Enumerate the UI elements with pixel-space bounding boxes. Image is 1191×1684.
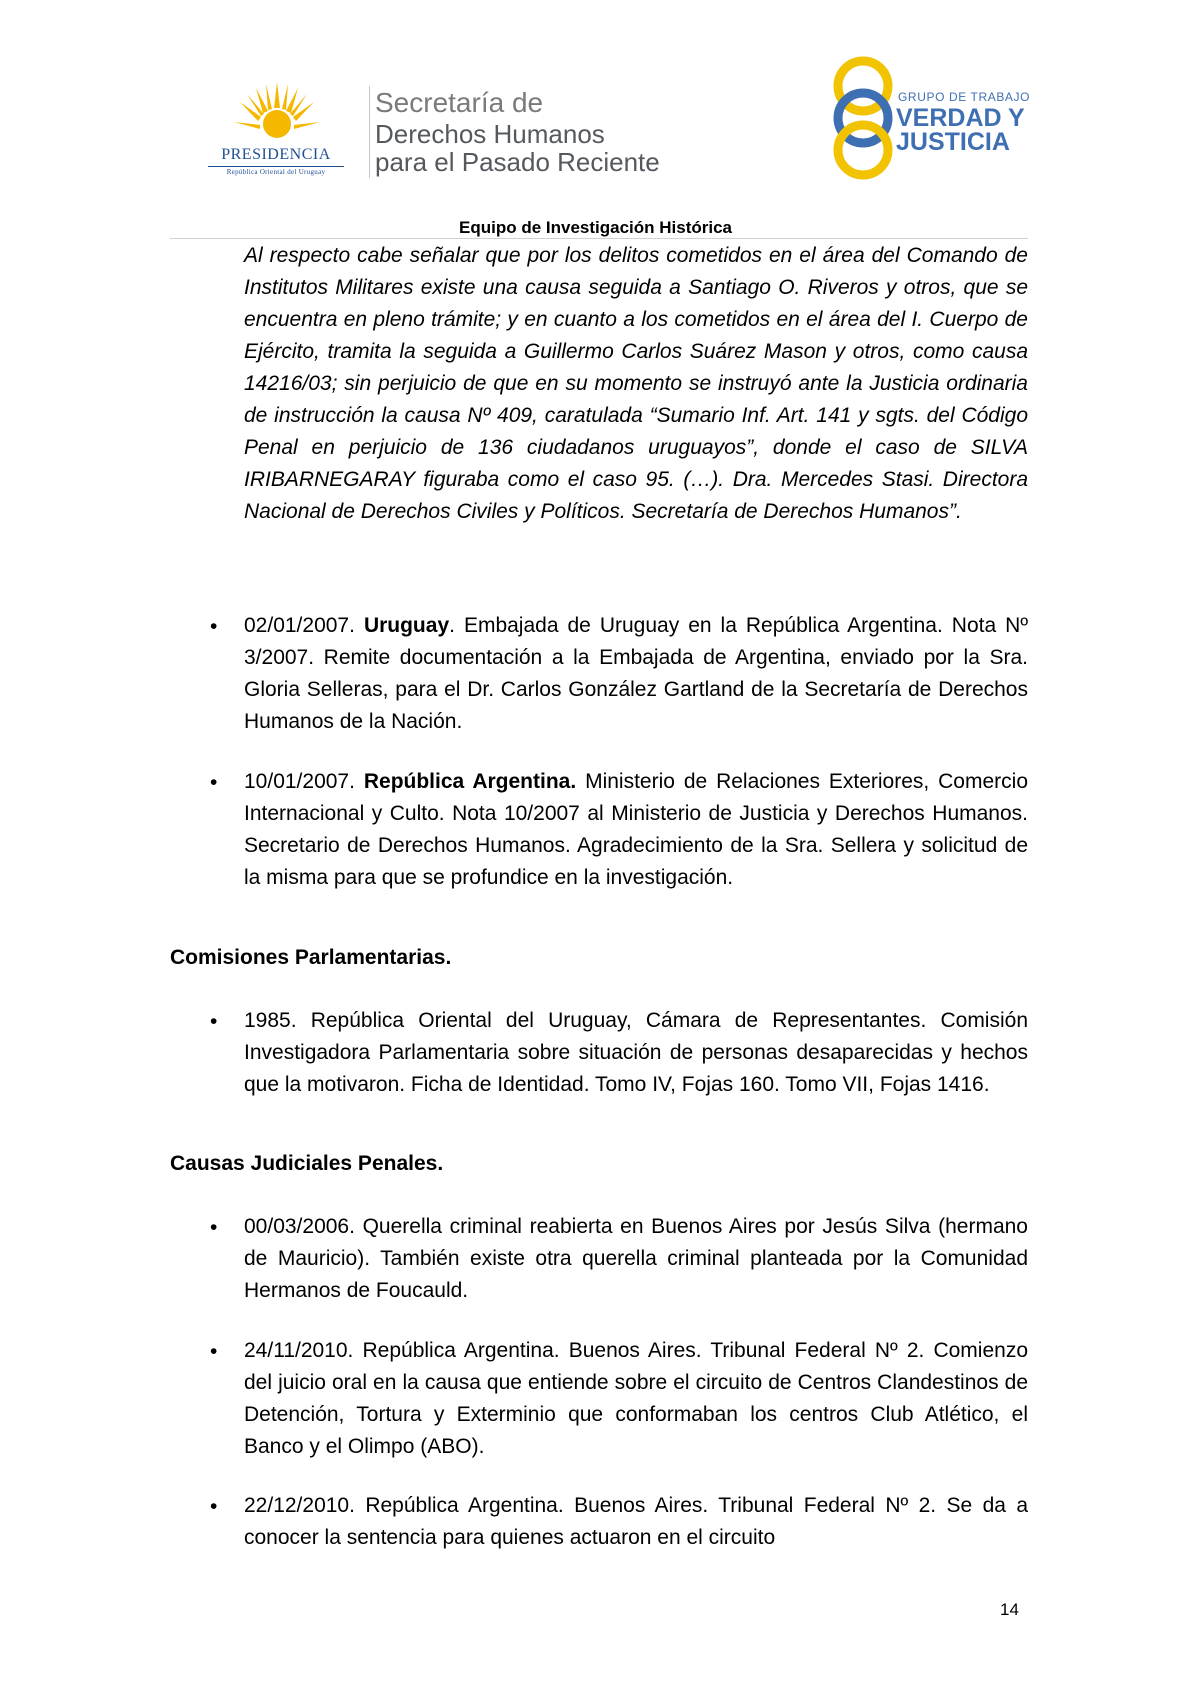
list-item-1 — [244, 610, 1028, 738]
list-item-causa-3: 22/12/2010. República Argentina. Buenos Aires. Tribunal Federal Nº 2. Se da a conocer la sentencia para quienes actuaron en el circuito — [244, 1494, 1028, 1549]
item-date: 02/01/2007. — [244, 614, 364, 637]
vyj-line-3: JUSTICIA — [896, 128, 1010, 156]
sun-icon — [234, 80, 320, 148]
item-date: 10/01/2007. — [244, 770, 364, 793]
team-title: Equipo de Investigación Histórica — [459, 218, 732, 237]
bullet-marker: • — [210, 1216, 218, 1239]
list-item-comision: 1985. República Oriental del Uruguay, Cámara de Representantes. Comisión Investigadora Parlamentaria sobre situación de personas desaparecidas y hechos que la motivaron. Ficha de Identidad. Tomo IV, Fojas 160. Tomo VII, Fojas 1416. — [244, 1009, 1028, 1096]
vyj-line-2: VERDAD Y — [896, 104, 1025, 132]
item-text: . Embajada de Uruguay en la República Argentina. Nota Nº 3/2007. Remite documentación a la Embajada de Argentina, enviado por la Sra. Gloria Selleras, para el Dr. Carlos González Gartland de la Secretaría de Derechos Humanos de la Nación. — [244, 614, 1028, 733]
page-number: 14 — [1000, 1600, 1019, 1619]
item-text: Ministerio de Relaciones Exteriores, Comercio Internacional y Culto. Nota 10/2007 al Ministerio de Justicia y Derechos Humanos. Secretario de Derechos Humanos. Agradecimiento de la Sra. Sellera y solicitud de la misma para que se profundice en la investigación. — [244, 770, 1028, 889]
list-item-causa-2: 24/11/2010. República Argentina. Buenos Aires. Tribunal Federal Nº 2. Comienzo del juicio oral en la causa que entiende sobre el circuito de Centros Clandestinos de Detención, Tortura y Exterminio que conformaban los centros Club Atlético, el Banco y el Olimpo (ABO). — [244, 1339, 1028, 1458]
vyj-line-1: GRUPO DE TRABAJO — [898, 90, 1031, 104]
item-country: República Argentina. — [363, 770, 577, 793]
presidencia-rule — [208, 166, 344, 167]
bullet-marker: • — [210, 1495, 218, 1518]
heading-causas: Causas Judiciales Penales. — [170, 1152, 444, 1175]
presidencia-logo — [196, 80, 356, 180]
list-item-2 — [244, 766, 1028, 894]
secretaria-line-1: Secretaría de — [375, 87, 544, 118]
presidencia-name: PRESIDENCIA — [221, 146, 331, 163]
header-divider — [369, 86, 370, 178]
header-rule — [170, 238, 1028, 239]
bullet-marker: • — [210, 1340, 218, 1363]
quote-paragraph: Al respecto cabe señalar que por los delitos cometidos en el área del Comando de Institutos Militares existe una causa seguida a Santiago O. Riveros y otros, que se encuentra en pleno trámite; y en cuanto a los cometidos en el área del I. Cuerpo de Ejército, tramita la seguida a Guillermo Carlos Suárez Mason y otros, como causa 14216/03; sin perjuicio de que en su momento se instruyó ante la Justicia ordinaria de instrucción la causa Nº 409, caratulada “Sumario Inf. Art. 141 y sgts. del Código Penal en perjuicio de 136 ciudadanos uruguayos”, donde el caso de SILVA IRIBARNEGARAY figuraba como el caso 95. (…). Dra. Mercedes Stasi. Directora Nacional de Derechos Civiles y Políticos. Secretaría de Derechos Humanos”. — [244, 244, 1028, 523]
list-item-causa-1: 00/03/2006. Querella criminal reabierta en Buenos Aires por Jesús Silva (hermano de Mauricio). También existe otra querella criminal planteada por la Comunidad Hermanos de Foucauld. — [244, 1215, 1028, 1302]
bullet-marker: • — [210, 615, 218, 638]
heading-comisiones: Comisiones Parlamentarias. — [170, 946, 452, 969]
bullet-marker: • — [210, 1010, 218, 1033]
item-country: Uruguay — [363, 614, 450, 637]
secretaria-line-3: para el Pasado Reciente — [375, 147, 660, 177]
verdad-justicia-rings-icon — [818, 56, 908, 180]
presidencia-subtitle: República Oriental del Uruguay — [226, 168, 326, 176]
bullet-marker: • — [210, 771, 218, 794]
secretaria-line-2: Derechos Humanos — [375, 119, 605, 149]
